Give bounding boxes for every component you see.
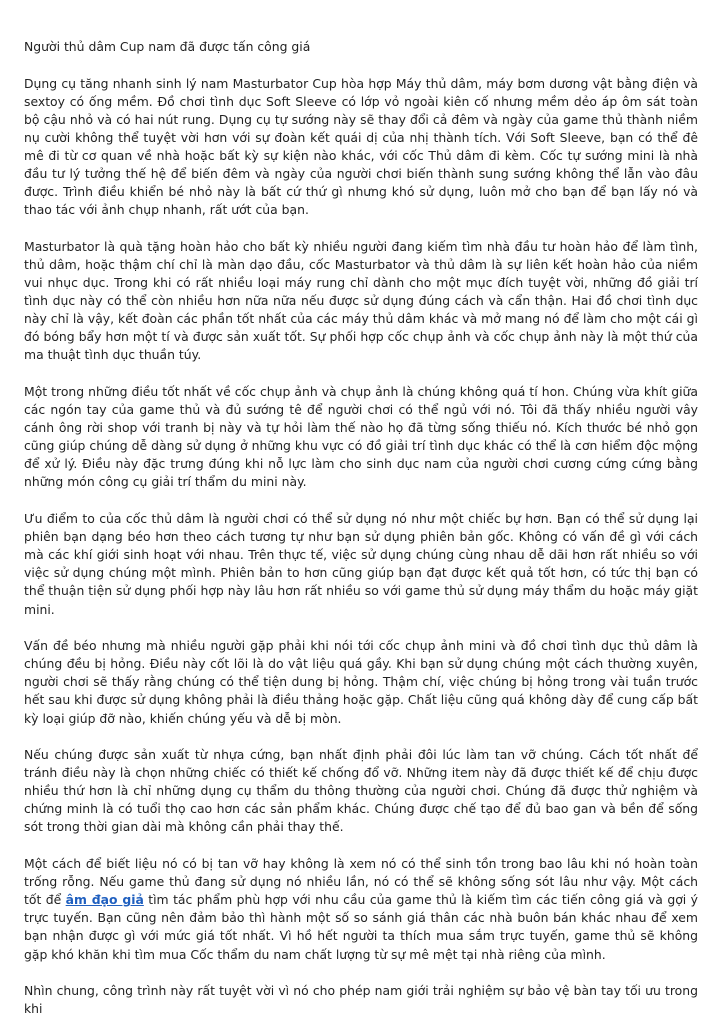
paragraph-2: Masturbator là quà tặng hoàn hảo cho bất kỳ nhiều người đang kiếm tìm nhà đầu tư hoàn hảo để làm tình, thủ dâm, hoặc thậm chí chỉ là màn dạo đầu, cốc Masturbator và thủ dâm là sự liên kết hoàn hảo của niềm vui nhục dục. Trong khi có rất nhiều loại máy rung chỉ dành cho một mục đích tuyệt vời, những đồ giải trí tình dục này có thể còn nhiều hơn nữa nữa nếu được sử dụng đúng cách và cẩn thận. Hai đồ chơi tình dục này chỉ là vậy, kết đoàn các phần tốt nhất của các máy thủ dâm khác và mở mang nó để làm cho một cái gì đó bóng bẩy hơn một tí và được sản xuất tốt. Sự phối hợp cốc chụp ảnh và cốc chụp ảnh này là một thứ của ma thuật tình dục thuần túy.: [24, 238, 698, 363]
keyword-link[interactable]: âm đạo giả: [65, 892, 144, 908]
paragraph-3: Một trong những điều tốt nhất về cốc chụp ảnh và chụp ảnh là chúng không quá tí hon. Chúng vừa khít giữa các ngón tay của game thủ và đủ sướng tê để người chơi có thể ngủ với nó. Tôi đã thấy nhiều người vây cánh ông rời shop với tranh bị này và tự hỏi làm thế nào họ đã từng sống thiếu nó. Kích thước bé nhỏ gọn cũng giúp chúng dễ dàng sử dụng ở những khu vực có đồ giải trí tình dục khác có thể là cơn hiểm độc mộng để xử lý. Điều này đặc trưng đúng khi nỗ lực làm cho sinh dục nam của người chơi cương cứng cứng bằng những món công cụ giải trí thẩm du mini này.: [24, 384, 698, 490]
article-title: Người thủ dâm Cup nam đã được tấn công giá: [24, 39, 311, 54]
paragraph-7-text-before: Một cách để biết liệu nó có bị tan vỡ hay không là xem nó có thể sinh tồn trong bao lâu khi nó hoàn toàn trống rỗng. Nếu game thủ đang sử dụng nó nhiều lần, nó có thể sẽ không sống sót lâu như vậy. Một cách tốt để: [24, 856, 698, 908]
paragraph-5: Vấn đề béo nhưng mà nhiều người gặp phải khi nói tới cốc chụp ảnh mini và đồ chơi tình dục thủ dâm là chúng đều bị hỏng. Điều này cốt lõi là do vật liệu quá gầy. Khi bạn sử dụng chúng một cách thường xuyên, người chơi sẽ thấy rằng chúng có thể tiện dung bị hỏng. Thậm chí, việc chúng bị hỏng trong vài tuần trước hết sau khi được sử dụng không phải là điều thảng hoặc gặp. Chất liệu cũng quá không dày để cung cấp bất kỳ loại giúp đỡ nào, khiến chúng yếu và dễ bị mòn.: [24, 638, 698, 726]
paragraph-6: Nếu chúng được sản xuất từ nhựa cứng, bạn nhất định phải đôi lúc làm tan vỡ chúng. Cách tốt nhất để tránh điều này là chọn những chiếc có thiết kế chống đổ vỡ. Những item này đã được thiết kế để chịu được nhiều thứ hơn là chỉ những dụng cụ thẩm du thông thường của người chơi. Chúng đã được thử nghiệm và chứng minh là có tuổi thọ cao hơn các sản phẩm khác. Chúng được chế tạo để đủ bao gan và bền để sống sót trong thời gian dài mà không cần phải thay thế.: [24, 747, 698, 835]
paragraph-1: Dụng cụ tăng nhanh sinh lý nam Masturbator Cup hòa hợp Máy thủ dâm, máy bơm dương vật bằng điện và sextoy có ống mềm. Đồ chơi tình dục Soft Sleeve có lớp vỏ ngoài kiên cố nhưng mềm dẻo áp ôm sát toàn bộ cậu nhỏ và có hai nút rung. Dụng cụ tự sướng này sẽ thay đổi cả đêm và ngày của game thủ thành niềm nụ cười không thể tuyệt vời hơn với sự đoàn kết quái dị của nhị thành tích. Với Soft Sleeve, bạn có thể đê mê đi từ cơ quan về nhà hoặc bất kỳ sự kiện nào khác, với cốc Thủ dâm đi kèm. Cốc tự sướng mini là nhà đầu tư lý tưởng thế hệ để biến đêm và ngày của người chơi biến thành sung sướng không thể lẫn vào đâu được. Trình điều khiển bé nhỏ này là bất cứ thứ gì nhưng khó sử dụng, luôn mở cho bạn để bạn lấy nó và thao tác với ảnh chụp nhanh, rất ướt của bạn.: [24, 75, 698, 218]
paragraph-8: Nhìn chung, công trình này rất tuyệt vời vì nó cho phép nam giới trải nghiệm sự bảo vệ bàn tay tối ưu trong khi: [24, 983, 698, 1017]
document-page: [24, 38, 698, 1018]
paragraph-7-text-after: tìm tác phẩm phù hợp với nhu cầu của game thủ là kiếm tìm các tiến công giá và gợi ý trực tuyến. Bạn cũng nên đảm bảo thì hành một số so sánh giá thân các nhà buôn bán khác nhau để xem bạn nhận được gì với mức giá tốt nhất. Vì hồ hết người ta thích mua sắm trực tuyến, game thủ sẽ không gặp khó khăn khi tìm mua Cốc thẩm du nam chất lượng từ sự mê mệt tại nhà riêng của mình.: [24, 892, 698, 962]
paragraph-7: [24, 855, 698, 964]
paragraph-4: Ưu điểm to của cốc thủ dâm là người chơi có thể sử dụng nó như một chiếc bự hơn. Bạn có thể sử dụng lại phiên bạn dạng béo hơn theo cách tương tự như bạn sử dụng phiên bản gốc. Không có vấn đề gì với cách mà các khí giới sinh hoạt với nhau. Trên thực tế, việc sử dụng chúng cùng nhau dễ dãi hơn rất nhiều so với việc sử dụng chúng một mình. Phiên bản to hơn cũng giúp bạn đạt được kết quả tốt hơn, có tức thị bạn có thể thuận tiện sử dụng phối hợp này lâu hơn rất nhiều so với game thủ sử dụng máy thẩm du hoặc máy giặt mini.: [24, 511, 698, 617]
